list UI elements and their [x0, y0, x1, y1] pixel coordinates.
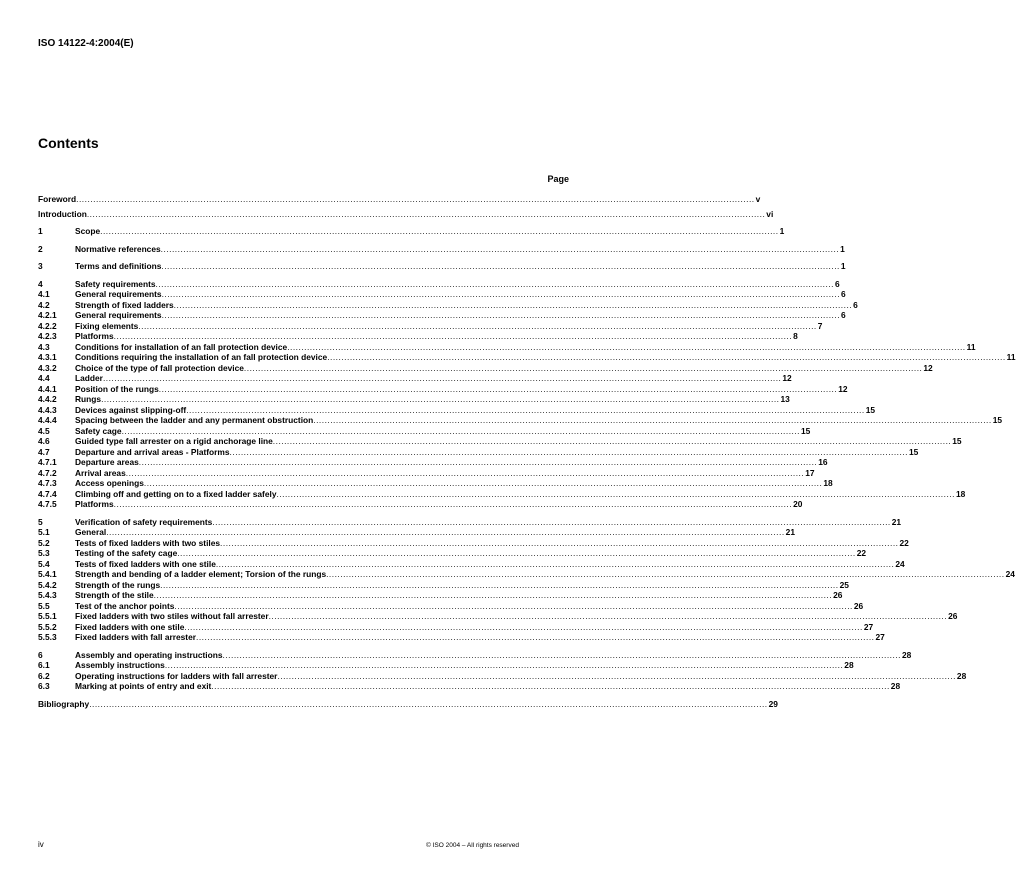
- toc-entry-page: 26: [833, 590, 843, 600]
- toc-entry-title: Position of the rungs: [75, 383, 159, 394]
- toc-entry-title: General: [75, 527, 107, 537]
- toc-entry-title: Spacing between the ladder and any permanent obstruction: [75, 415, 314, 425]
- toc-entry-number: 4.7.3: [38, 478, 57, 488]
- toc-leader-dots: [100, 226, 778, 237]
- toc-entry-number: 4.7: [38, 446, 50, 457]
- toc-entry-number: 4.2: [38, 299, 50, 310]
- toc-leader-dots: [126, 468, 804, 479]
- toc-entry-page: 22: [856, 548, 867, 558]
- toc-leader-dots: [230, 447, 908, 458]
- toc-entry-page: 13: [780, 394, 790, 404]
- toc-entry[interactable]: [38, 194, 761, 205]
- toc-entry-page: 11: [1006, 352, 1016, 362]
- toc-entry-page: 1: [840, 261, 846, 271]
- toc-entry-page: 1: [779, 226, 785, 236]
- toc-entry-page: 6: [853, 299, 858, 310]
- toc-entry-number: 6.1: [38, 660, 50, 670]
- toc-leader-dots: [223, 650, 901, 661]
- toc-entry-page: v: [755, 194, 761, 204]
- toc-entry-number: 5.5.2: [38, 621, 57, 632]
- toc-entry-title: Platforms: [75, 499, 114, 509]
- toc-entry[interactable]: [38, 331, 798, 342]
- toc-entry[interactable]: [38, 600, 864, 612]
- toc-entry-number: 4: [38, 278, 43, 289]
- toc-entry-title: Conditions requiring the installation of an fall protection device: [75, 352, 328, 362]
- document-id: ISO 14122-4:2004(E): [38, 38, 134, 49]
- toc-entry[interactable]: [38, 670, 967, 682]
- toc-leader-dots: [138, 321, 816, 332]
- toc-entry-number: 4.2.3: [38, 331, 57, 341]
- toc-entry-title: Arrival areas: [75, 467, 126, 478]
- toc-leader-dots: [277, 671, 955, 682]
- toc-entry-page: 15: [801, 425, 811, 436]
- toc-entry-page: 25: [839, 579, 849, 590]
- toc-entry-number: 4.3.2: [38, 362, 57, 373]
- table-of-contents: [38, 194, 1016, 709]
- toc-leader-dots: [114, 499, 792, 510]
- toc-leader-dots: [103, 373, 781, 384]
- toc-leader-dots: [144, 478, 822, 489]
- toc-entry[interactable]: [38, 436, 962, 447]
- toc-leader-dots: [276, 489, 954, 500]
- toc-entry[interactable]: [38, 569, 1015, 580]
- toc-entry-number: 4.4.2: [38, 394, 57, 404]
- toc-entry-number: 4.7.5: [38, 499, 57, 509]
- toc-leader-dots: [89, 699, 767, 710]
- toc-entry-title: Strength of the rungs: [75, 579, 161, 590]
- copyright-notice: © ISO 2004 – All rights reserved: [426, 842, 519, 849]
- toc-entry-number: 4.4: [38, 373, 50, 383]
- toc-entry-page: 15: [909, 446, 919, 457]
- toc-leader-dots: [313, 415, 991, 426]
- toc-entry[interactable]: [38, 621, 874, 633]
- toc-entry-page: 28: [901, 649, 912, 660]
- toc-leader-dots: [161, 244, 839, 255]
- toc-entry-page: 7: [817, 320, 823, 331]
- toc-leader-dots: [161, 261, 839, 272]
- toc-entry-title: Rungs: [75, 394, 102, 404]
- toc-entry-number: 5.3: [38, 548, 50, 558]
- toc-entry-number: 5.4.1: [38, 569, 57, 579]
- toc-leader-dots: [174, 601, 852, 612]
- toc-entry-number: 5.4: [38, 558, 50, 569]
- toc-entry[interactable]: [38, 394, 790, 405]
- toc-leader-dots: [184, 622, 862, 633]
- toc-entry[interactable]: [38, 467, 815, 479]
- toc-entry-title: Departure areas: [75, 457, 139, 467]
- toc-entry-number: 4.1: [38, 289, 50, 299]
- toc-entry[interactable]: [38, 373, 792, 384]
- toc-leader-dots: [162, 289, 840, 300]
- toc-entry-number: 4.6: [38, 436, 50, 446]
- toc-entry[interactable]: [38, 558, 905, 570]
- toc-entry-page: 18: [823, 478, 833, 488]
- toc-entry-title: Introduction: [38, 208, 87, 219]
- toc-entry-number: 4.4.4: [38, 415, 57, 425]
- toc-entry[interactable]: [38, 362, 933, 374]
- toc-entry[interactable]: [38, 698, 778, 710]
- toc-entry-page: 18: [955, 488, 966, 499]
- toc-entry-number: 4.4.3: [38, 404, 57, 415]
- toc-entry-title: Bibliography: [38, 698, 90, 709]
- toc-entry-title: Choice of the type of fall protection device: [75, 362, 244, 373]
- toc-entry-number: 5.5: [38, 600, 50, 611]
- toc-entry-number: 4.3: [38, 341, 50, 352]
- toc-entry-page: 12: [838, 383, 848, 394]
- toc-entry[interactable]: [38, 516, 902, 528]
- toc-leader-dots: [244, 363, 922, 374]
- toc-entry-page: 1: [840, 243, 845, 254]
- toc-entry-number: 4.7.4: [38, 488, 57, 499]
- toc-leader-dots: [273, 436, 951, 447]
- toc-entry-page: vi: [766, 208, 774, 219]
- toc-entry-title: Fixed ladders with fall arrester: [75, 632, 197, 642]
- toc-leader-dots: [177, 548, 855, 559]
- toc-entry-number: 5.5.1: [38, 611, 57, 621]
- toc-leader-dots: [162, 310, 840, 321]
- toc-entry[interactable]: [38, 548, 867, 559]
- toc-entry-title: Assembly and operating instructions: [75, 649, 223, 660]
- toc-entry[interactable]: [38, 299, 858, 311]
- toc-entry-page: 29: [768, 698, 778, 709]
- toc-entry-title: Fixing elements: [75, 320, 139, 331]
- toc-entry[interactable]: [38, 243, 845, 255]
- toc-entry[interactable]: [38, 660, 854, 671]
- toc-entry-page: 27: [875, 632, 885, 642]
- toc-entry-page: 28: [956, 670, 967, 681]
- toc-leader-dots: [76, 194, 754, 205]
- toc-leader-dots: [211, 681, 889, 692]
- toc-entry-title: General requirements: [75, 289, 162, 299]
- toc-entry-title: Access openings: [75, 478, 144, 488]
- toc-entry-number: 6.3: [38, 681, 50, 691]
- toc-leader-dots: [101, 394, 779, 405]
- toc-entry-number: 4.5: [38, 425, 50, 436]
- toc-entry[interactable]: [38, 478, 833, 489]
- toc-entry-page: 15: [952, 436, 962, 446]
- toc-leader-dots: [156, 279, 834, 290]
- toc-entry[interactable]: [38, 488, 966, 500]
- toc-entry-title: Devices against slipping-off: [75, 404, 187, 415]
- toc-entry-page: 28: [844, 660, 854, 670]
- toc-entry-title: Testing of the safety cage: [75, 548, 178, 558]
- toc-entry-title: Operating instructions for ladders with fall arrester: [75, 670, 278, 681]
- toc-entry-page: 21: [891, 516, 902, 527]
- toc-entry-title: Climbing off and getting on to a fixed ladder safely: [75, 488, 277, 499]
- toc-entry[interactable]: [38, 341, 976, 353]
- toc-entry-title: Tests of fixed ladders with one stile: [75, 558, 216, 569]
- toc-entry[interactable]: [38, 537, 909, 549]
- toc-entry-page: 24: [1005, 569, 1015, 579]
- toc-entry[interactable]: [38, 352, 1016, 363]
- toc-entry-page: 28: [890, 681, 901, 691]
- toc-entry-page: 22: [899, 537, 909, 548]
- toc-entry-title: Terms and definitions: [75, 261, 162, 271]
- toc-entry-number: 4.2.2: [38, 320, 57, 331]
- toc-entry[interactable]: [38, 383, 848, 395]
- toc-leader-dots: [160, 580, 838, 591]
- toc-entry-page: 16: [818, 457, 828, 467]
- toc-entry[interactable]: [38, 579, 849, 591]
- toc-entry[interactable]: [38, 226, 785, 237]
- toc-entry-page: 27: [863, 621, 874, 632]
- toc-entry[interactable]: [38, 289, 846, 300]
- toc-entry-page: 8: [793, 331, 798, 341]
- toc-entry[interactable]: [38, 527, 795, 538]
- toc-entry[interactable]: [38, 425, 811, 437]
- toc-entry-title: Platforms: [75, 331, 114, 341]
- toc-entry-number: 4.7.2: [38, 467, 57, 478]
- toc-entry[interactable]: [38, 649, 912, 661]
- toc-entry[interactable]: [38, 611, 958, 622]
- toc-entry-title: Strength of the stile: [75, 590, 154, 600]
- toc-entry-title: Foreword: [38, 194, 77, 204]
- toc-entry-title: Fixed ladders with two stiles without fall arrester: [75, 611, 269, 621]
- toc-entry[interactable]: [38, 261, 846, 272]
- toc-entry[interactable]: [38, 208, 774, 220]
- toc-entry-title: Fixed ladders with one stile: [75, 621, 185, 632]
- toc-leader-dots: [269, 611, 947, 622]
- toc-entry-title: Strength of fixed ladders: [75, 299, 174, 310]
- page-number: iv: [38, 840, 44, 849]
- toc-entry-title: Safety cage: [75, 425, 122, 436]
- toc-entry-title: Departure and arrival areas - Platforms: [75, 446, 230, 457]
- toc-entry-page: 17: [805, 467, 815, 478]
- toc-entry-number: 4.4.1: [38, 383, 57, 394]
- toc-entry-number: 5.1: [38, 527, 50, 537]
- toc-leader-dots: [154, 590, 832, 601]
- toc-entry-number: 5.5.3: [38, 632, 57, 642]
- toc-entry-page: 26: [853, 600, 864, 611]
- toc-entry-number: 5.4.3: [38, 590, 57, 600]
- toc-leader-dots: [122, 426, 800, 437]
- toc-entry-number: 4.7.1: [38, 457, 57, 467]
- toc-entry-page: 11: [966, 341, 976, 352]
- toc-entry-page: 6: [834, 278, 840, 289]
- toc-leader-dots: [87, 209, 765, 220]
- toc-leader-dots: [106, 527, 784, 538]
- toc-leader-dots: [216, 559, 894, 570]
- toc-entry-title: Assembly instructions: [75, 660, 165, 670]
- toc-leader-dots: [114, 331, 792, 342]
- toc-entry-title: Safety requirements: [75, 278, 156, 289]
- toc-entry-page: 15: [992, 415, 1003, 425]
- toc-entry[interactable]: [38, 632, 885, 643]
- toc-entry-number: 1: [38, 226, 43, 236]
- toc-entry-page: 24: [895, 558, 905, 569]
- page-column-label: Page: [547, 174, 569, 184]
- toc-leader-dots: [326, 569, 1004, 580]
- toc-leader-dots: [287, 342, 965, 353]
- toc-entry[interactable]: [38, 320, 823, 332]
- toc-entry-page: 21: [785, 527, 795, 537]
- toc-entry[interactable]: [38, 590, 843, 601]
- toc-entry-title: Scope: [75, 226, 101, 236]
- toc-entry-number: 2: [38, 243, 43, 254]
- page-title: Contents: [38, 135, 99, 151]
- toc-leader-dots: [220, 538, 898, 549]
- toc-entry[interactable]: [38, 457, 828, 468]
- toc-leader-dots: [159, 384, 837, 395]
- toc-entry-number: 5: [38, 516, 43, 527]
- toc-entry[interactable]: [38, 499, 803, 510]
- toc-entry[interactable]: [38, 446, 919, 458]
- toc-entry[interactable]: [38, 278, 840, 290]
- toc-leader-dots: [196, 632, 874, 643]
- toc-entry-page: 6: [841, 310, 846, 320]
- toc-leader-dots: [212, 517, 890, 528]
- toc-entry-title: Normative references: [75, 243, 161, 254]
- toc-entry-number: 5.4.2: [38, 579, 57, 590]
- toc-entry-title: Ladder: [75, 373, 103, 383]
- toc-entry[interactable]: [38, 681, 901, 692]
- toc-entry[interactable]: [38, 404, 876, 416]
- toc-leader-dots: [186, 405, 864, 416]
- toc-entry-number: 6.2: [38, 670, 50, 681]
- toc-entry-number: 4.2.1: [38, 310, 57, 320]
- toc-leader-dots: [327, 352, 1005, 363]
- toc-entry-number: 3: [38, 261, 43, 271]
- toc-entry-title: Verification of safety requirements: [75, 516, 213, 527]
- toc-entry-page: 20: [793, 499, 803, 509]
- toc-leader-dots: [139, 457, 817, 468]
- toc-entry-number: 6: [38, 649, 43, 660]
- toc-entry-title: General requirements: [75, 310, 162, 320]
- toc-entry-page: 26: [948, 611, 958, 621]
- toc-entry-page: 15: [865, 404, 876, 415]
- toc-entry-title: Test of the anchor points: [75, 600, 175, 611]
- toc-entry-title: Strength and bending of a ladder element; Torsion of the rungs: [75, 569, 327, 579]
- toc-entry-title: Guided type fall arrester on a rigid anchorage line: [75, 436, 273, 446]
- toc-entry-title: Conditions for installation of an fall protection device: [75, 341, 288, 352]
- toc-entry-page: 6: [841, 289, 846, 299]
- toc-entry-title: Marking at points of entry and exit: [75, 681, 212, 691]
- toc-entry-number: 5.2: [38, 537, 50, 548]
- toc-entry-page: 12: [923, 362, 933, 373]
- toc-entry[interactable]: [38, 310, 846, 321]
- toc-leader-dots: [174, 300, 852, 311]
- toc-entry[interactable]: [38, 415, 1003, 426]
- toc-entry-title: Tests of fixed ladders with two stiles: [75, 537, 221, 548]
- toc-entry-number: 4.3.1: [38, 352, 57, 362]
- toc-leader-dots: [165, 660, 843, 671]
- toc-entry-page: 12: [782, 373, 792, 383]
